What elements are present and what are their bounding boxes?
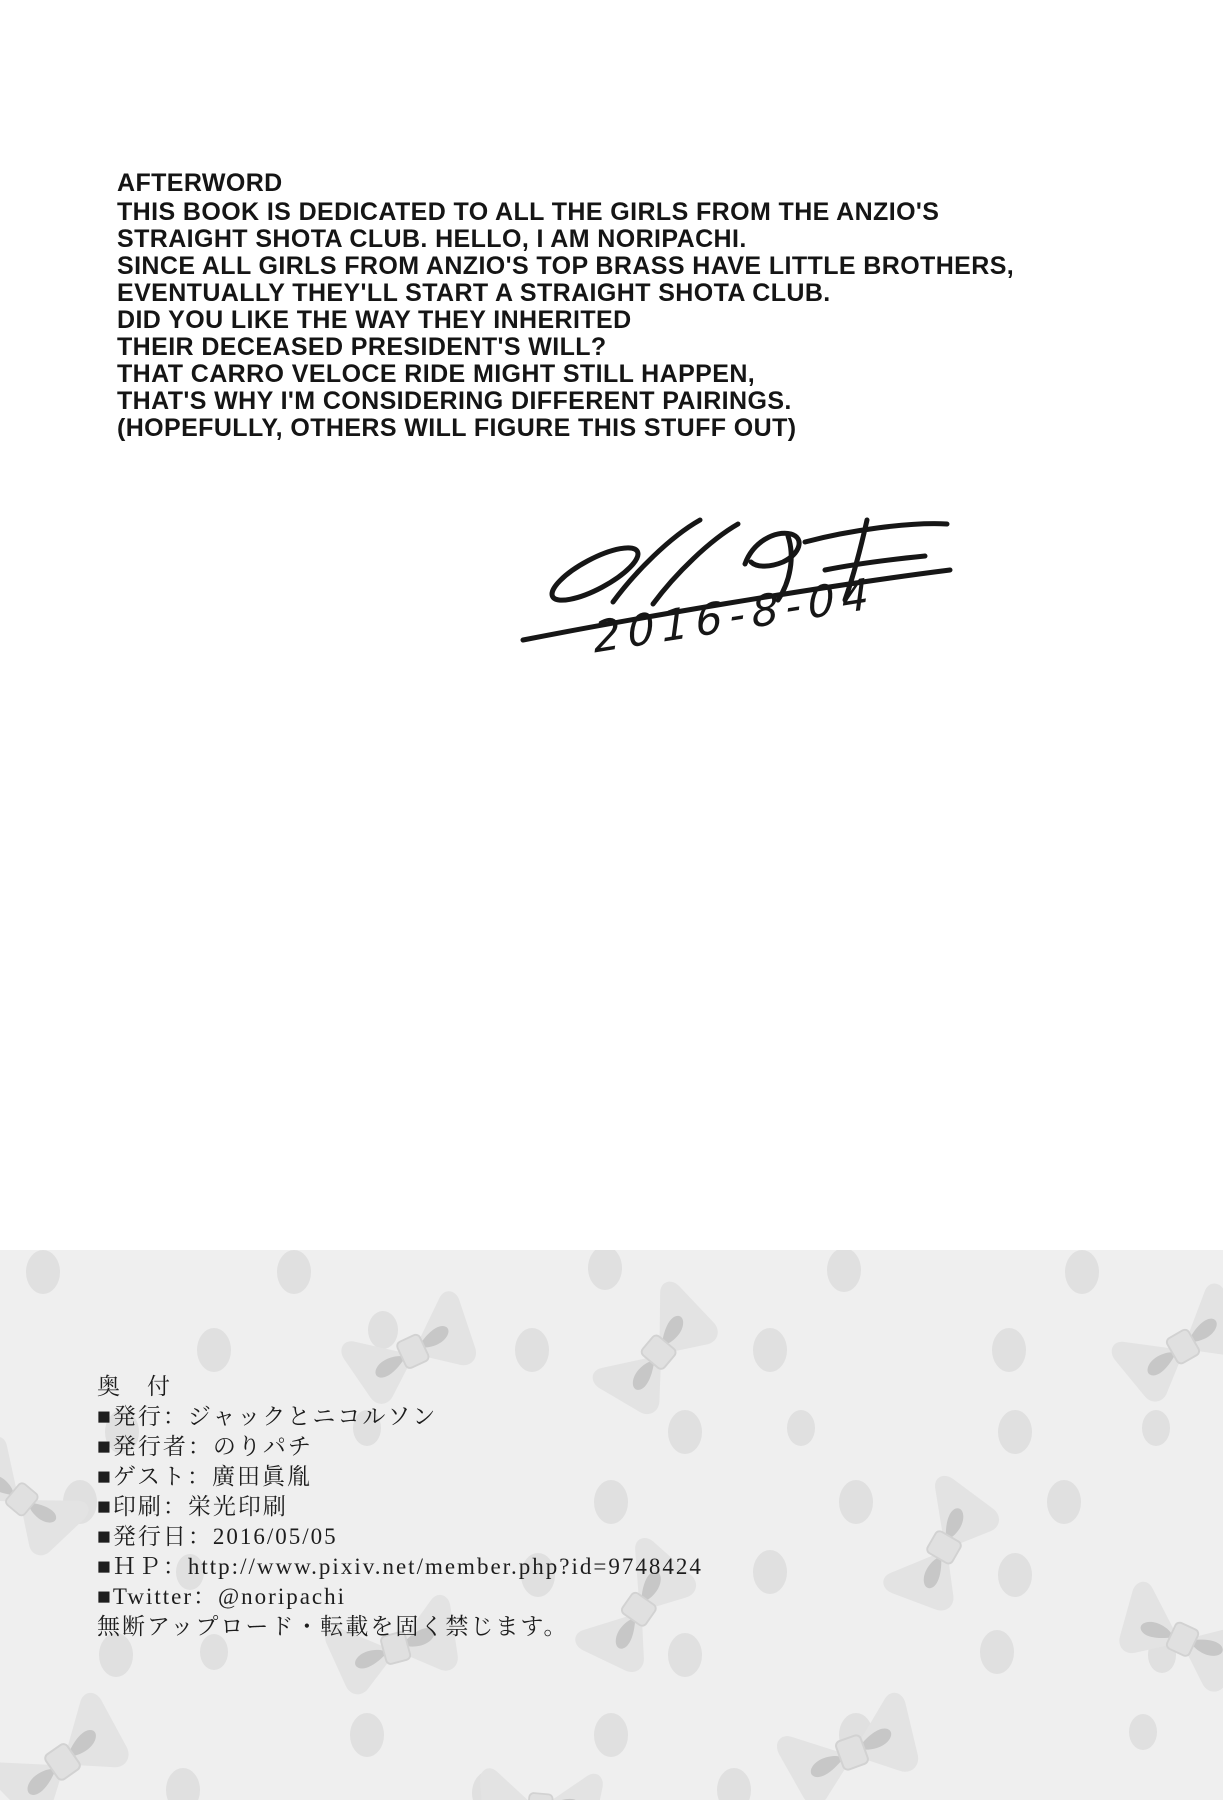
colophon-line-homepage: ■ＨＰ：http://www.pixiv.net/member.php?id=9748424 [97,1554,703,1579]
colophon-title: 奥 付 [97,1374,172,1399]
afterword-line: THIS BOOK IS DEDICATED TO ALL THE GIRLS FROM THE ANZIO'S [117,198,940,226]
colophon-line-notice: 無断アップロード・転載を固く禁じます。 [97,1614,569,1639]
colophon-text-block [97,1372,703,1642]
afterword-line: (HOPEFULLY, OTHERS WILL FIGURE THIS STUFF OUT) [117,414,797,442]
artist-signature [495,500,955,670]
afterword-line: THAT CARRO VELOCE RIDE MIGHT STILL HAPPEN, [117,360,756,388]
afterword-line: THAT'S WHY I'M CONSIDERING DIFFERENT PAIRINGS. [117,387,792,415]
colophon-line-guest: ■ゲスト：廣田眞胤 [97,1464,312,1489]
colophon-line-date: ■発行日：2016/05/05 [97,1524,338,1549]
colophon-line-publisher: ■発行：ジャックとニコルソン [97,1404,438,1429]
colophon-line-twitter: ■Twitter：@noripachi [97,1584,347,1609]
afterword-line: THEIR DECEASED PRESIDENT'S WILL? [117,333,607,361]
colophon-line-author: ■発行者：のりパチ [97,1434,313,1459]
afterword-line: DID YOU LIKE THE WAY THEY INHERITED [117,306,632,334]
signature-date: 2016-8-04 [592,568,877,664]
afterword-line: STRAIGHT SHOTA CLUB. HELLO, I AM NORIPACHI. [117,225,747,253]
afterword-line: EVENTUALLY THEY'LL START A STRAIGHT SHOTA CLUB. [117,279,831,307]
afterword-title: AFTERWORD [117,169,283,197]
colophon-line-printer: ■印刷：栄光印刷 [97,1494,288,1519]
afterword-section [117,170,1017,442]
afterword-line: SINCE ALL GIRLS FROM ANZIO'S TOP BRASS HAVE LITTLE BROTHERS, [117,252,1015,280]
colophon-section [0,1250,1223,1800]
